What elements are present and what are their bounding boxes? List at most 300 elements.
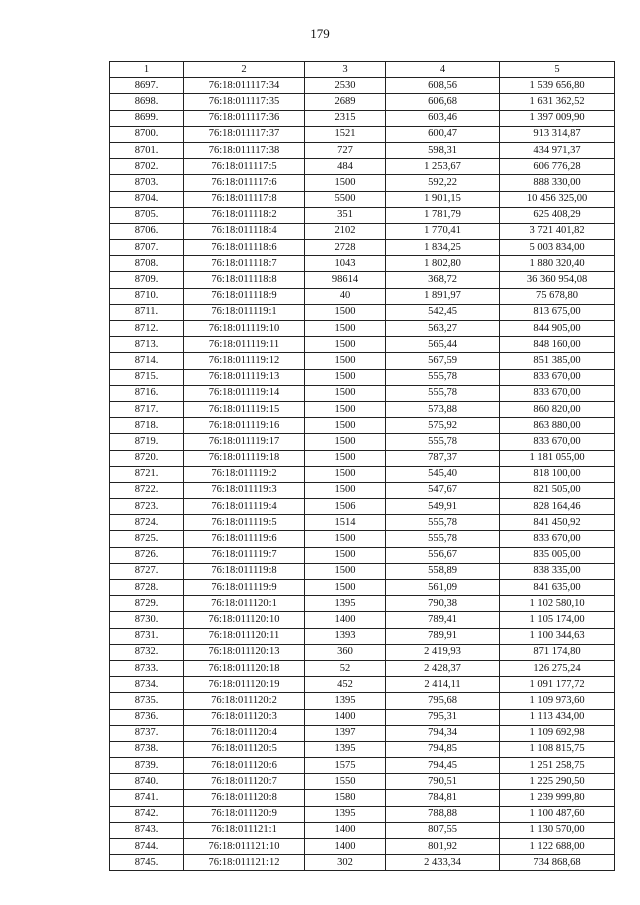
value-cell: 1 225 290,50 bbox=[500, 774, 615, 790]
table-row bbox=[110, 288, 615, 304]
rate-cell: 789,91 bbox=[386, 628, 500, 644]
rate-cell: 807,55 bbox=[386, 822, 500, 838]
row-number-cell: 8732. bbox=[110, 644, 184, 660]
cadastral-number-cell: 76:18:011119:16 bbox=[184, 418, 305, 434]
value-cell: 1 102 580,10 bbox=[500, 596, 615, 612]
table-row bbox=[110, 191, 615, 207]
value-cell: 606 776,28 bbox=[500, 159, 615, 175]
cadastral-number-cell: 76:18:011117:37 bbox=[184, 126, 305, 142]
cadastral-number-cell: 76:18:011117:5 bbox=[184, 159, 305, 175]
row-number-cell: 8708. bbox=[110, 256, 184, 272]
rate-cell: 1 901,15 bbox=[386, 191, 500, 207]
row-number-cell: 8703. bbox=[110, 175, 184, 191]
table-row bbox=[110, 466, 615, 482]
value-cell: 1 100 344,63 bbox=[500, 628, 615, 644]
cadastral-number-cell: 76:18:011121:12 bbox=[184, 855, 305, 871]
cadastral-number-cell: 76:18:011120:1 bbox=[184, 596, 305, 612]
value-cell: 1 113 434,00 bbox=[500, 709, 615, 725]
value-cell: 835 005,00 bbox=[500, 547, 615, 563]
area-cell: 1395 bbox=[305, 741, 386, 757]
row-number-cell: 8739. bbox=[110, 758, 184, 774]
area-cell: 1400 bbox=[305, 612, 386, 628]
table-row bbox=[110, 482, 615, 498]
rate-cell: 794,45 bbox=[386, 758, 500, 774]
table-row bbox=[110, 304, 615, 320]
cadastral-number-cell: 76:18:011118:8 bbox=[184, 272, 305, 288]
cadastral-number-cell: 76:18:011117:6 bbox=[184, 175, 305, 191]
rate-cell: 561,09 bbox=[386, 580, 500, 596]
rate-cell: 542,45 bbox=[386, 304, 500, 320]
rate-cell: 795,31 bbox=[386, 709, 500, 725]
row-number-cell: 8738. bbox=[110, 741, 184, 757]
row-number-cell: 8740. bbox=[110, 774, 184, 790]
area-cell: 5500 bbox=[305, 191, 386, 207]
rate-cell: 1 770,41 bbox=[386, 223, 500, 239]
area-cell: 1521 bbox=[305, 126, 386, 142]
row-number-cell: 8735. bbox=[110, 693, 184, 709]
table-row bbox=[110, 741, 615, 757]
table-row bbox=[110, 369, 615, 385]
row-number-cell: 8723. bbox=[110, 499, 184, 515]
rate-cell: 788,88 bbox=[386, 806, 500, 822]
rate-cell: 1 802,80 bbox=[386, 256, 500, 272]
table-header-row bbox=[110, 62, 615, 78]
cadastral-number-cell: 76:18:011117:38 bbox=[184, 142, 305, 158]
row-number-cell: 8728. bbox=[110, 580, 184, 596]
row-number-cell: 8710. bbox=[110, 288, 184, 304]
area-cell: 1500 bbox=[305, 450, 386, 466]
table-row bbox=[110, 531, 615, 547]
table-row bbox=[110, 321, 615, 337]
area-cell: 1506 bbox=[305, 499, 386, 515]
cadastral-number-cell: 76:18:011119:8 bbox=[184, 563, 305, 579]
cadastral-number-cell: 76:18:011117:36 bbox=[184, 110, 305, 126]
cadastral-number-cell: 76:18:011120:19 bbox=[184, 677, 305, 693]
cadastral-number-cell: 76:18:011120:9 bbox=[184, 806, 305, 822]
area-cell: 1500 bbox=[305, 401, 386, 417]
column-header: 1 bbox=[110, 62, 184, 78]
table-row bbox=[110, 401, 615, 417]
area-cell: 1500 bbox=[305, 353, 386, 369]
rate-cell: 598,31 bbox=[386, 142, 500, 158]
value-cell: 863 880,00 bbox=[500, 418, 615, 434]
cadastral-number-cell: 76:18:011119:10 bbox=[184, 321, 305, 337]
area-cell: 1500 bbox=[305, 531, 386, 547]
cadastral-number-cell: 76:18:011117:35 bbox=[184, 94, 305, 110]
area-cell: 1500 bbox=[305, 337, 386, 353]
area-cell: 1400 bbox=[305, 839, 386, 855]
area-cell: 1400 bbox=[305, 822, 386, 838]
area-cell: 1395 bbox=[305, 693, 386, 709]
cadastral-number-cell: 76:18:011120:5 bbox=[184, 741, 305, 757]
cadastral-number-cell: 76:18:011120:11 bbox=[184, 628, 305, 644]
row-number-cell: 8725. bbox=[110, 531, 184, 547]
area-cell: 1500 bbox=[305, 369, 386, 385]
row-number-cell: 8715. bbox=[110, 369, 184, 385]
value-cell: 1 122 688,00 bbox=[500, 839, 615, 855]
cadastral-number-cell: 76:18:011119:3 bbox=[184, 482, 305, 498]
cadastral-number-cell: 76:18:011120:4 bbox=[184, 725, 305, 741]
rate-cell: 555,78 bbox=[386, 369, 500, 385]
rate-cell: 600,47 bbox=[386, 126, 500, 142]
rate-cell: 603,46 bbox=[386, 110, 500, 126]
column-header: 3 bbox=[305, 62, 386, 78]
area-cell: 1500 bbox=[305, 418, 386, 434]
rate-cell: 2 419,93 bbox=[386, 644, 500, 660]
table-row bbox=[110, 175, 615, 191]
row-number-cell: 8712. bbox=[110, 321, 184, 337]
cadastral-number-cell: 76:18:011120:18 bbox=[184, 660, 305, 676]
area-cell: 1500 bbox=[305, 434, 386, 450]
value-cell: 833 670,00 bbox=[500, 369, 615, 385]
value-cell: 851 385,00 bbox=[500, 353, 615, 369]
rate-cell: 784,81 bbox=[386, 790, 500, 806]
value-cell: 625 408,29 bbox=[500, 207, 615, 223]
table-row bbox=[110, 822, 615, 838]
cadastral-number-cell: 76:18:011117:8 bbox=[184, 191, 305, 207]
table-row bbox=[110, 418, 615, 434]
value-cell: 75 678,80 bbox=[500, 288, 615, 304]
area-cell: 52 bbox=[305, 660, 386, 676]
area-cell: 2102 bbox=[305, 223, 386, 239]
area-cell: 1400 bbox=[305, 709, 386, 725]
row-number-cell: 8730. bbox=[110, 612, 184, 628]
table-row bbox=[110, 660, 615, 676]
cadastral-number-cell: 76:18:011121:1 bbox=[184, 822, 305, 838]
value-cell: 1 109 692,98 bbox=[500, 725, 615, 741]
area-cell: 40 bbox=[305, 288, 386, 304]
rate-cell: 565,44 bbox=[386, 337, 500, 353]
row-number-cell: 8718. bbox=[110, 418, 184, 434]
cadastral-number-cell: 76:18:011117:34 bbox=[184, 78, 305, 94]
table-row bbox=[110, 855, 615, 871]
row-number-cell: 8697. bbox=[110, 78, 184, 94]
value-cell: 1 539 656,80 bbox=[500, 78, 615, 94]
table-row bbox=[110, 693, 615, 709]
row-number-cell: 8719. bbox=[110, 434, 184, 450]
table-row bbox=[110, 385, 615, 401]
area-cell: 351 bbox=[305, 207, 386, 223]
rate-cell: 606,68 bbox=[386, 94, 500, 110]
table-row bbox=[110, 596, 615, 612]
table-row bbox=[110, 515, 615, 531]
value-cell: 913 314,87 bbox=[500, 126, 615, 142]
row-number-cell: 8733. bbox=[110, 660, 184, 676]
rate-cell: 795,68 bbox=[386, 693, 500, 709]
cadastral-number-cell: 76:18:011119:1 bbox=[184, 304, 305, 320]
row-number-cell: 8744. bbox=[110, 839, 184, 855]
area-cell: 1500 bbox=[305, 175, 386, 191]
row-number-cell: 8734. bbox=[110, 677, 184, 693]
value-cell: 828 164,46 bbox=[500, 499, 615, 515]
table-row bbox=[110, 790, 615, 806]
rate-cell: 592,22 bbox=[386, 175, 500, 191]
value-cell: 838 335,00 bbox=[500, 563, 615, 579]
area-cell: 1395 bbox=[305, 596, 386, 612]
area-cell: 1550 bbox=[305, 774, 386, 790]
table-row bbox=[110, 547, 615, 563]
area-cell: 302 bbox=[305, 855, 386, 871]
table-row bbox=[110, 499, 615, 515]
area-cell: 452 bbox=[305, 677, 386, 693]
area-cell: 1500 bbox=[305, 482, 386, 498]
area-cell: 2530 bbox=[305, 78, 386, 94]
area-cell: 1500 bbox=[305, 385, 386, 401]
value-cell: 1 109 973,60 bbox=[500, 693, 615, 709]
rate-cell: 794,34 bbox=[386, 725, 500, 741]
table-row bbox=[110, 839, 615, 855]
area-cell: 1500 bbox=[305, 547, 386, 563]
cadastral-number-cell: 76:18:011119:15 bbox=[184, 401, 305, 417]
cadastral-number-cell: 76:18:011119:2 bbox=[184, 466, 305, 482]
row-number-cell: 8722. bbox=[110, 482, 184, 498]
row-number-cell: 8729. bbox=[110, 596, 184, 612]
row-number-cell: 8745. bbox=[110, 855, 184, 871]
row-number-cell: 8706. bbox=[110, 223, 184, 239]
value-cell: 821 505,00 bbox=[500, 482, 615, 498]
row-number-cell: 8702. bbox=[110, 159, 184, 175]
row-number-cell: 8716. bbox=[110, 385, 184, 401]
rate-cell: 608,56 bbox=[386, 78, 500, 94]
rate-cell: 790,38 bbox=[386, 596, 500, 612]
value-cell: 1 091 177,72 bbox=[500, 677, 615, 693]
cadastral-number-cell: 76:18:011119:18 bbox=[184, 450, 305, 466]
value-cell: 1 181 055,00 bbox=[500, 450, 615, 466]
column-header: 2 bbox=[184, 62, 305, 78]
table-row bbox=[110, 563, 615, 579]
table-row bbox=[110, 223, 615, 239]
table-row bbox=[110, 677, 615, 693]
cadastral-number-cell: 76:18:011119:17 bbox=[184, 434, 305, 450]
table-row bbox=[110, 580, 615, 596]
area-cell: 1500 bbox=[305, 580, 386, 596]
rate-cell: 2 414,11 bbox=[386, 677, 500, 693]
row-number-cell: 8701. bbox=[110, 142, 184, 158]
table-row bbox=[110, 709, 615, 725]
row-number-cell: 8724. bbox=[110, 515, 184, 531]
area-cell: 1575 bbox=[305, 758, 386, 774]
value-cell: 1 631 362,52 bbox=[500, 94, 615, 110]
cadastral-number-cell: 76:18:011119:12 bbox=[184, 353, 305, 369]
table-row bbox=[110, 353, 615, 369]
rate-cell: 801,92 bbox=[386, 839, 500, 855]
value-cell: 813 675,00 bbox=[500, 304, 615, 320]
rate-cell: 789,41 bbox=[386, 612, 500, 628]
row-number-cell: 8731. bbox=[110, 628, 184, 644]
table-row bbox=[110, 758, 615, 774]
area-cell: 1393 bbox=[305, 628, 386, 644]
value-cell: 1 251 258,75 bbox=[500, 758, 615, 774]
column-header: 4 bbox=[386, 62, 500, 78]
area-cell: 727 bbox=[305, 142, 386, 158]
row-number-cell: 8698. bbox=[110, 94, 184, 110]
cadastral-number-cell: 76:18:011119:9 bbox=[184, 580, 305, 596]
cadastral-number-cell: 76:18:011120:13 bbox=[184, 644, 305, 660]
table-body bbox=[110, 78, 615, 871]
column-header: 5 bbox=[500, 62, 615, 78]
row-number-cell: 8704. bbox=[110, 191, 184, 207]
rate-cell: 575,92 bbox=[386, 418, 500, 434]
table-row bbox=[110, 256, 615, 272]
value-cell: 1 880 320,40 bbox=[500, 256, 615, 272]
rate-cell: 2 428,37 bbox=[386, 660, 500, 676]
cadastral-number-cell: 76:18:011118:4 bbox=[184, 223, 305, 239]
cadastral-number-cell: 76:18:011119:7 bbox=[184, 547, 305, 563]
table-row bbox=[110, 337, 615, 353]
table-row bbox=[110, 240, 615, 256]
table-row bbox=[110, 774, 615, 790]
area-cell: 1500 bbox=[305, 304, 386, 320]
value-cell: 841 450,92 bbox=[500, 515, 615, 531]
rate-cell: 794,85 bbox=[386, 741, 500, 757]
value-cell: 1 100 487,60 bbox=[500, 806, 615, 822]
area-cell: 2689 bbox=[305, 94, 386, 110]
cadastral-number-cell: 76:18:011119:13 bbox=[184, 369, 305, 385]
cadastral-number-cell: 76:18:011118:7 bbox=[184, 256, 305, 272]
area-cell: 360 bbox=[305, 644, 386, 660]
row-number-cell: 8714. bbox=[110, 353, 184, 369]
table-row bbox=[110, 272, 615, 288]
value-cell: 5 003 834,00 bbox=[500, 240, 615, 256]
row-number-cell: 8721. bbox=[110, 466, 184, 482]
table-row bbox=[110, 806, 615, 822]
rate-cell: 556,67 bbox=[386, 547, 500, 563]
table-row bbox=[110, 434, 615, 450]
area-cell: 98614 bbox=[305, 272, 386, 288]
row-number-cell: 8741. bbox=[110, 790, 184, 806]
rate-cell: 547,67 bbox=[386, 482, 500, 498]
value-cell: 833 670,00 bbox=[500, 531, 615, 547]
row-number-cell: 8720. bbox=[110, 450, 184, 466]
rate-cell: 368,72 bbox=[386, 272, 500, 288]
value-cell: 833 670,00 bbox=[500, 434, 615, 450]
rate-cell: 555,78 bbox=[386, 531, 500, 547]
rate-cell: 567,59 bbox=[386, 353, 500, 369]
table-row bbox=[110, 159, 615, 175]
value-cell: 848 160,00 bbox=[500, 337, 615, 353]
value-cell: 1 130 570,00 bbox=[500, 822, 615, 838]
value-cell: 434 971,37 bbox=[500, 142, 615, 158]
area-cell: 1500 bbox=[305, 321, 386, 337]
rate-cell: 555,78 bbox=[386, 434, 500, 450]
value-cell: 36 360 954,08 bbox=[500, 272, 615, 288]
rate-cell: 555,78 bbox=[386, 385, 500, 401]
area-cell: 1500 bbox=[305, 466, 386, 482]
cadastral-number-cell: 76:18:011120:2 bbox=[184, 693, 305, 709]
area-cell: 484 bbox=[305, 159, 386, 175]
rate-cell: 563,27 bbox=[386, 321, 500, 337]
page-number: 179 bbox=[310, 26, 330, 41]
cadastral-number-cell: 76:18:011119:14 bbox=[184, 385, 305, 401]
value-cell: 3 721 401,82 bbox=[500, 223, 615, 239]
value-cell: 734 868,68 bbox=[500, 855, 615, 871]
area-cell: 1043 bbox=[305, 256, 386, 272]
row-number-cell: 8705. bbox=[110, 207, 184, 223]
area-cell: 2315 bbox=[305, 110, 386, 126]
row-number-cell: 8727. bbox=[110, 563, 184, 579]
rate-cell: 1 834,25 bbox=[386, 240, 500, 256]
cadastral-number-cell: 76:18:011118:9 bbox=[184, 288, 305, 304]
row-number-cell: 8711. bbox=[110, 304, 184, 320]
cadastral-number-cell: 76:18:011120:3 bbox=[184, 709, 305, 725]
rate-cell: 555,78 bbox=[386, 515, 500, 531]
cadastral-number-cell: 76:18:011120:8 bbox=[184, 790, 305, 806]
table-row bbox=[110, 725, 615, 741]
value-cell: 10 456 325,00 bbox=[500, 191, 615, 207]
value-cell: 888 330,00 bbox=[500, 175, 615, 191]
rate-cell: 1 253,67 bbox=[386, 159, 500, 175]
rate-cell: 549,91 bbox=[386, 499, 500, 515]
row-number-cell: 8709. bbox=[110, 272, 184, 288]
table-row bbox=[110, 94, 615, 110]
table-row bbox=[110, 612, 615, 628]
row-number-cell: 8743. bbox=[110, 822, 184, 838]
area-cell: 1500 bbox=[305, 563, 386, 579]
cadastral-number-cell: 76:18:011120:6 bbox=[184, 758, 305, 774]
table-row bbox=[110, 126, 615, 142]
rate-cell: 787,37 bbox=[386, 450, 500, 466]
value-cell: 1 239 999,80 bbox=[500, 790, 615, 806]
value-cell: 871 174,80 bbox=[500, 644, 615, 660]
data-table bbox=[109, 61, 615, 871]
area-cell: 2728 bbox=[305, 240, 386, 256]
rate-cell: 1 891,97 bbox=[386, 288, 500, 304]
row-number-cell: 8736. bbox=[110, 709, 184, 725]
row-number-cell: 8713. bbox=[110, 337, 184, 353]
row-number-cell: 8737. bbox=[110, 725, 184, 741]
cadastral-number-cell: 76:18:011119:4 bbox=[184, 499, 305, 515]
table-row bbox=[110, 628, 615, 644]
rate-cell: 558,89 bbox=[386, 563, 500, 579]
cadastral-number-cell: 76:18:011120:7 bbox=[184, 774, 305, 790]
cadastral-number-cell: 76:18:011119:6 bbox=[184, 531, 305, 547]
cadastral-number-cell: 76:18:011119:11 bbox=[184, 337, 305, 353]
table-row bbox=[110, 450, 615, 466]
value-cell: 1 105 174,00 bbox=[500, 612, 615, 628]
table-row bbox=[110, 78, 615, 94]
rate-cell: 545,40 bbox=[386, 466, 500, 482]
table-row bbox=[110, 207, 615, 223]
cadastral-number-cell: 76:18:011121:10 bbox=[184, 839, 305, 855]
row-number-cell: 8699. bbox=[110, 110, 184, 126]
rate-cell: 573,88 bbox=[386, 401, 500, 417]
cadastral-number-cell: 76:18:011119:5 bbox=[184, 515, 305, 531]
value-cell: 1 108 815,75 bbox=[500, 741, 615, 757]
area-cell: 1580 bbox=[305, 790, 386, 806]
row-number-cell: 8700. bbox=[110, 126, 184, 142]
rate-cell: 1 781,79 bbox=[386, 207, 500, 223]
area-cell: 1395 bbox=[305, 806, 386, 822]
rate-cell: 2 433,34 bbox=[386, 855, 500, 871]
value-cell: 860 820,00 bbox=[500, 401, 615, 417]
value-cell: 844 905,00 bbox=[500, 321, 615, 337]
row-number-cell: 8707. bbox=[110, 240, 184, 256]
table-row bbox=[110, 110, 615, 126]
value-cell: 833 670,00 bbox=[500, 385, 615, 401]
value-cell: 818 100,00 bbox=[500, 466, 615, 482]
cadastral-number-cell: 76:18:011118:6 bbox=[184, 240, 305, 256]
row-number-cell: 8742. bbox=[110, 806, 184, 822]
area-cell: 1397 bbox=[305, 725, 386, 741]
table-row bbox=[110, 644, 615, 660]
area-cell: 1514 bbox=[305, 515, 386, 531]
row-number-cell: 8717. bbox=[110, 401, 184, 417]
cadastral-number-cell: 76:18:011118:2 bbox=[184, 207, 305, 223]
value-cell: 1 397 009,90 bbox=[500, 110, 615, 126]
value-cell: 841 635,00 bbox=[500, 580, 615, 596]
row-number-cell: 8726. bbox=[110, 547, 184, 563]
value-cell: 126 275,24 bbox=[500, 660, 615, 676]
